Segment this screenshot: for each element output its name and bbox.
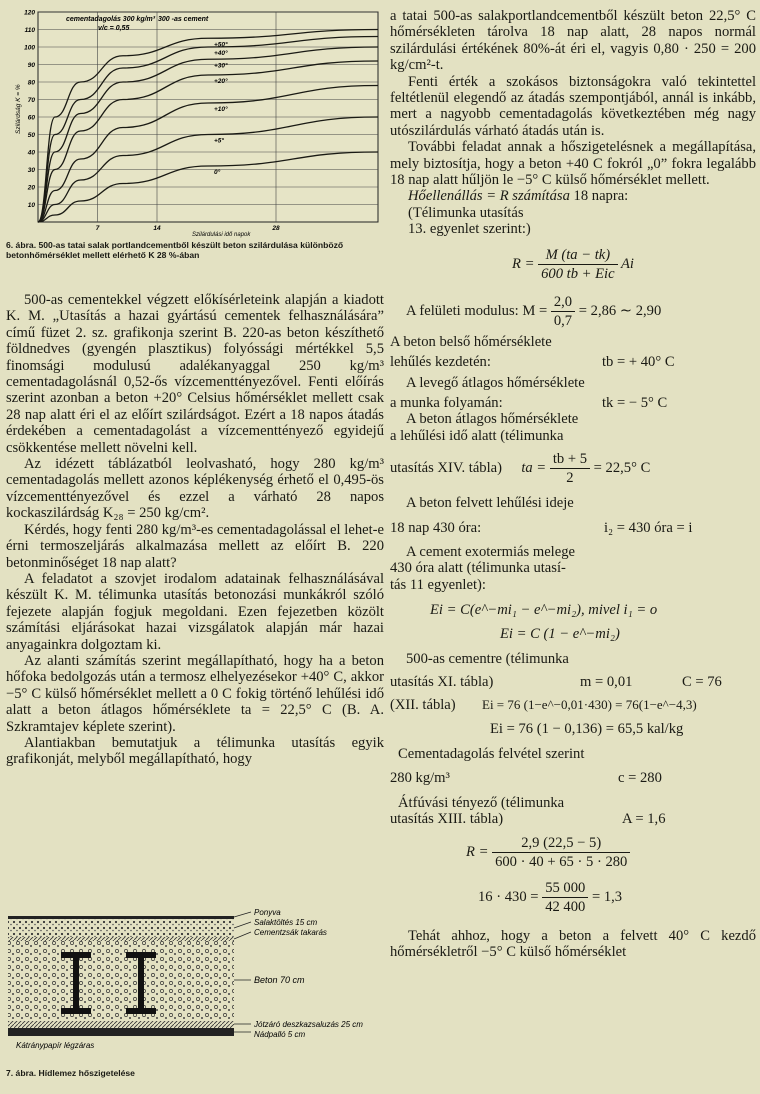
series-label-1: +40° <box>214 50 228 57</box>
atf-value: A = 1,6 <box>622 811 666 828</box>
series-label-6: 0° <box>214 169 221 176</box>
x-axis-label: Szilárdulási idő napok <box>192 232 251 238</box>
cem-line2: 280 kg/m³ <box>390 770 450 787</box>
tb-value: tb = + 40° C <box>602 354 675 371</box>
right-paragraph-6: 13. egyenlet szerint:) <box>408 221 531 238</box>
y-axis-label: Szilárdság K = % <box>15 84 22 134</box>
tb-line2: lehűlés kezdetén: <box>390 354 491 371</box>
tk-block <box>390 395 756 411</box>
exo-line2: 430 óra alatt (télimunka utasí- <box>390 560 566 577</box>
y-tick-label: 60 <box>27 114 35 122</box>
ta-eq-line <box>390 450 756 487</box>
figure-7-diagram <box>6 908 384 1058</box>
mod-num: 2,0 <box>551 293 575 312</box>
ta-lhs: ta = <box>521 459 547 476</box>
label-cementzsak: Cementzsák takarás <box>254 928 327 937</box>
left-paragraph-1: 500-as cementekkel végzett előkísérleteink alapján a kiadott K. M. „Utasítás a hazai gyártású cementek felhasználására” című füzet 2. sz. grafikonja szerint B. 220-as beton készíthető földnedves (gyengén plasztikus) folyóssági mértékkel 5,5 finomsági modulusú adalékanyaggal 250 kg/m³ cementadagolásnál 0,52-ős vízcementtényezővel. Fenti előírás szerint azonban a beton +20° Celsius hőmérséklet mellett csak 28 nap alatt éri el az előírt szilárdságot. Ezért a 18 napos átadás érdekében a cementadagolást a vízcementtényező egyidejű csökkentése mellett növelni kell. <box>6 292 384 456</box>
xii-eq: Ei = 76 (1−e^−0,01·430) = 76(1−e^−4,3) <box>482 696 697 712</box>
left-paragraph-6: Alantiakban bemutatjuk a télimunka utasítás egyik grafikonját, melyből megállapítható, hogy <box>6 734 384 768</box>
x-tick-label: 14 <box>153 225 161 232</box>
final-paragraph: Tehát ahhoz, hogy a beton a felvett 40° C kezdő hőmérsékletről −5° C külső hőmérséklet <box>390 927 756 960</box>
ta-den: 2 <box>566 470 574 487</box>
x-tick-label: 28 <box>272 225 280 232</box>
legend-line1: cementadagolás 300 kg/m³ <box>66 16 156 23</box>
y-tick-label: 20 <box>27 184 35 192</box>
atf-line2: utasítás XIII. tábla) <box>390 811 504 828</box>
cem-value: c = 280 <box>618 770 662 787</box>
exo-line3: tás 11 egyenlet): <box>390 576 486 593</box>
right-paragraph-3: További feladat annak a hőszigetelésnek a megállapítása, mely biztosítja, hogy a beton +40 C fokról „0” fokra legalább 18 nap alatt hűljön le −5° C külső hőmérséklet mellett. <box>390 139 756 189</box>
equation-R <box>390 246 756 283</box>
ta-rest: = 22,5° C <box>593 459 651 476</box>
ta-line1: A beton átlagos hőmérséklete <box>406 411 579 428</box>
figure-6-caption: 6. ábra. 500-as tatai salak portlandcementből készült beton szilárdulása különböző betonhőmérséklet mellett elérhető K 28 %-ában <box>6 240 344 260</box>
tarpaulin-layer <box>8 916 234 919</box>
y-tick-label: 50 <box>27 132 35 139</box>
exo-line1: A cement exotermiás melege <box>406 543 575 560</box>
label-deszkazsaluzas: Jótzáró deszkazsaluzás 25 cm <box>254 1020 363 1029</box>
ta-num: tb + 5 <box>550 450 590 469</box>
tb-line1: A beton belső hőmérséklete <box>390 333 552 350</box>
mod-label: A felületi modulus: M = <box>406 302 548 319</box>
left-paragraph-5: Az alanti számítás szerint megállapítható, hogy ha a beton hőfoka bedolgozás után a termosz elhelyezésekor +40° C, akkor −5° C külső hőmérséklet mellett a 0 C fokig történő lehűlési idő alatt a beton átlagos hőmérséklete ta = 22,5° C (B. A. Szkramtajev képlete szerint). <box>6 652 384 735</box>
xii-label: (XII. tábla) <box>390 696 456 713</box>
label-katranypapir: Kátránypapír légzáras <box>16 1041 95 1050</box>
heat-resistance-title: Hőellenállás = R számítása <box>408 188 570 205</box>
cool-line2: 18 nap 430 óra: <box>390 519 482 536</box>
cool-block <box>390 520 756 536</box>
y-tick-label: 40 <box>27 149 35 157</box>
c500-line2: utasítás XI. tábla) <box>390 673 494 690</box>
left-paragraph-3: Kérdés, hogy fenti 280 kg/m³-es cementadagolással el lehet-e érni termoszeljárás alkalmazása mellett az előírt B. 220 betonminőséget 18 nap alatt? <box>6 521 384 571</box>
R2-den: 600 · 40 + 65 · 5 · 280 <box>495 853 628 870</box>
y-tick-label: 10 <box>27 202 35 209</box>
right-column <box>390 8 756 960</box>
slag-fill-layer <box>8 919 234 937</box>
exo-eq1: Ei = C(e^−mi₁ − e^−mi₂), mivel i₁ = o <box>430 602 658 619</box>
last-equation <box>390 879 756 916</box>
eq-R-den: 600 tb + Eic <box>541 265 615 282</box>
cem-line1: Cementadagolás felvétel szerint <box>398 745 585 762</box>
cem-block <box>390 770 756 786</box>
label-ponyva: Ponyva <box>254 908 281 917</box>
tk-value: tk = − 5° C <box>602 394 668 411</box>
cool-value: i₂ = 430 óra = i <box>604 519 693 536</box>
cool-line1: A beton felvett lehűlési ideje <box>406 495 574 512</box>
last-num: 55 000 <box>542 879 588 898</box>
formwork-layer <box>8 1021 234 1028</box>
y-tick-label: 120 <box>24 9 35 17</box>
label-salaktoltes: Salaktöltés 15 cm <box>254 918 318 927</box>
label-nadpallo: Nádpalló 5 cm <box>254 1030 306 1039</box>
ta-line2: a lehűlési idő alatt (télimunka <box>390 427 564 444</box>
exo-eq2: Ei = C (1 − e^−mi₂) <box>500 626 620 643</box>
tk-line1: A levegő átlagos hőmérséklete <box>406 374 585 391</box>
eq-R-num: M (ta − tk) <box>538 246 617 265</box>
series-label-3: +20° <box>214 78 228 85</box>
right-paragraph-1: a tatai 500-as salakportlandcementből készült beton 22,5° C hőmérsékleten tárolva 18 nap alatt, 28 napos normál szilárdulási értékének 80%-át éri el, vagyis 0,80 · 250 = 200 kg/cm²-t. <box>390 8 756 74</box>
atf-block <box>390 811 756 827</box>
last-den: 42 400 <box>545 898 586 915</box>
y-tick-label: 110 <box>24 27 35 34</box>
left-paragraph-4: A feladatot a szovjet irodalom adatainak felhasználásával készült K. M. télimunka utasítás betonozási munkákról szóló fejezete alapján fogjuk megoldani. Ezen fejezetben közölt számítási eljárásokat hazai vizsgálatok alapján már hazai anyagainkra dolgoztam ki. <box>6 570 384 653</box>
ta-line3: utasítás XIV. tábla) <box>390 459 502 476</box>
y-tick-label: 90 <box>27 62 35 69</box>
eq-R-tail: Ai <box>620 255 634 272</box>
heat-resistance-rest: 18 napra: <box>569 188 629 205</box>
y-tick-label: 80 <box>27 79 35 87</box>
R2-lhs: R = <box>466 843 489 860</box>
mod-rest: = 2,86 ∼ 2,90 <box>578 302 662 319</box>
modulus-line <box>390 293 756 330</box>
tb-block <box>390 354 756 370</box>
last-rest: = 1,3 <box>591 888 623 905</box>
mod-den: 0,7 <box>553 312 573 329</box>
R2-equation <box>390 834 756 871</box>
label-beton: Beton 70 cm <box>254 975 305 985</box>
concrete-layer <box>8 941 234 1021</box>
x-tick-label: 7 <box>95 225 100 232</box>
legend-line2: v/c = 0,55 <box>98 25 130 32</box>
figure-7-caption: 7. ábra. Hídlemez hőszigetelése <box>6 1068 135 1078</box>
y-tick-label: 30 <box>27 167 35 174</box>
series-label-4: +10° <box>214 106 228 113</box>
c500-line1: 500-as cementre (télimunka <box>406 651 569 668</box>
series-label-2: +30° <box>214 62 228 70</box>
cement-bag-layer <box>8 937 234 941</box>
c500-block <box>390 674 756 690</box>
xii-block <box>390 696 756 714</box>
xii-eq2: Ei = 76 (1 − 0,136) = 65,5 kal/kg <box>490 720 684 737</box>
tk-line2: a munka folyamán: <box>390 394 503 411</box>
right-paragraph-4 <box>390 188 756 204</box>
c500-m: m = 0,01 <box>580 673 633 690</box>
last-lhs: 16 · 430 = <box>478 888 539 905</box>
y-tick-label: 100 <box>24 44 35 52</box>
atf-line1: Átfúvási tényező (télimunka <box>398 794 565 811</box>
R2-num: 2,9 (22,5 − 5) <box>492 834 630 853</box>
y-tick-label: 70 <box>27 97 35 104</box>
reed-board-layer <box>8 1028 234 1036</box>
left-paragraph-2: Az idézett táblázatból leolvasható, hogy 280 kg/m³ cementadagolás mellett azonos képlékenység érhető el 0,495-ös vízcementtényezővel és ezzel a várható 28 napos kockaszilárdság K₂₈ = 250 kg/cm². <box>6 456 384 522</box>
right-paragraph-5: (Télimunka utasítás <box>408 204 524 221</box>
series-label-0: +50° <box>214 41 228 49</box>
c500-C: C = 76 <box>682 673 722 690</box>
figure-6-chart <box>6 4 384 244</box>
legend-line3: 300 -as cement <box>158 16 209 23</box>
right-paragraph-2: Fenti érték a szokásos biztonságokra való tekintettel feltétlenül elegendő az átadás szempontjából, annál is inkább, mert a nagyobb cementadagolás következtében még nagy utószilárdulás várható átadás után is. <box>390 73 756 139</box>
series-label-5: +5° <box>214 137 225 145</box>
eq-R-lhs: R = <box>512 255 535 272</box>
